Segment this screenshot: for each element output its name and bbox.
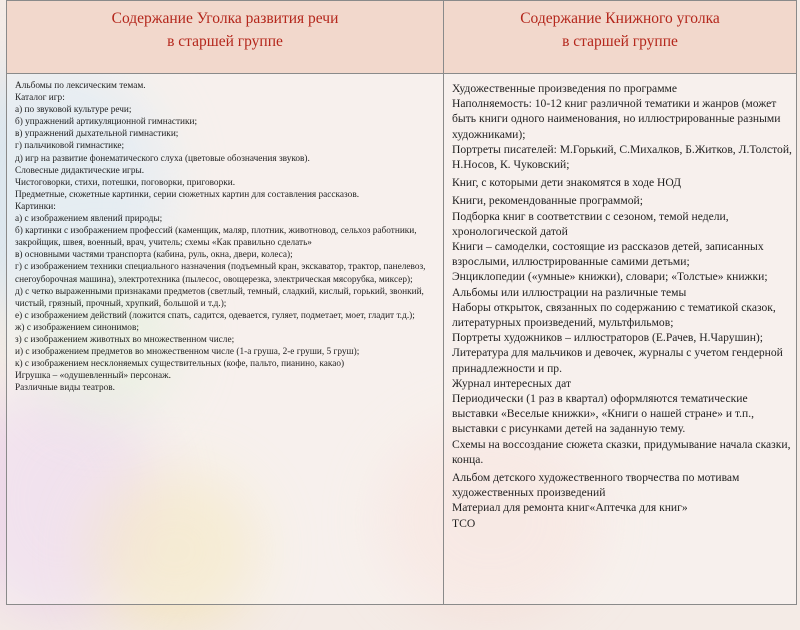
list-item: Портреты художников – иллюстраторов (Е.Рачев, Н.Чарушин); — [452, 331, 764, 345]
list-item: Альбомы по лексическим темам. — [15, 81, 146, 91]
list-item: Предметные, сюжетные картинки, серии сюжетных картин для составления рассказов. — [15, 189, 360, 200]
list-item: к) с изображением несклоняемых существительных (кофе, пальто, пианино, какао) — [15, 359, 345, 370]
list-item: д) с четко выраженными признаками предметов (светлый, темный, сладкий, кислый, горький, звонкий, чистый, грязный, прочный, хрупкий, большой и т.д.); — [15, 286, 424, 309]
speech-corner-content — [7, 74, 444, 605]
list-item: Литература для мальчиков и девочек, журналы с учетом гендерной принадлежности и пр. — [452, 346, 783, 375]
list-item: ж) с изображением синонимов; — [15, 322, 139, 333]
list-item: Наборы открыток, связанных по содержанию с тематикой сказок, литературных произведений, мультфильмов; — [452, 300, 776, 330]
list-item: Книги, рекомендованные программой; — [452, 194, 643, 208]
book-corner-list — [452, 81, 792, 531]
list-item: Периодически (1 раз в квартал) оформляются тематические выставки «Веселые книжки», «Книги о нашей стране» и т.п., выставки с рисунками детей на заданную тему. — [452, 392, 755, 436]
list-item: Каталог игр: — [15, 93, 65, 104]
content-table — [6, 0, 797, 605]
list-item: Художественные произведения по программе — [452, 82, 678, 95]
list-item: Портреты писателей: М.Горький, С.Михалков, Б.Житков, Л.Толстой, Н.Носов, К. Чуковский; — [452, 142, 792, 172]
list-item: Альбом детского художественного творчества по мотивам художественных произведений — [452, 471, 740, 500]
left-column-header — [7, 1, 444, 74]
right-column-header — [444, 1, 797, 74]
list-item: Картинки: — [15, 201, 56, 212]
right-header-line1: Содержание Книжного уголка — [520, 10, 720, 27]
list-item: Альбомы или иллюстрации на различные темы — [452, 285, 687, 299]
list-item: в) основными частями транспорта (кабина, руль, окна, двери, колеса); — [15, 250, 293, 261]
list-item: а) с изображением явлений природы; — [15, 214, 163, 225]
book-corner-content — [444, 74, 797, 605]
list-item: Книг, с которыми дети знакомятся в ходе НОД — [452, 176, 682, 190]
list-item: Материал для ремонта книг«Аптечка для книг» — [452, 501, 688, 515]
left-header-line1: Содержание Уголка развития речи — [111, 10, 339, 27]
content-row — [7, 74, 797, 605]
list-item: Различные виды театров. — [15, 383, 115, 394]
list-item: Словесные дидактические игры. — [15, 165, 145, 176]
list-item: и) с изображением предметов во множественном числе (1-а груша, 2-е груши, 5 груш); — [15, 347, 360, 358]
list-item: Чистоговорки, стихи, потешки, поговорки, приговорки. — [15, 177, 236, 188]
list-item: б) упражнений артикуляционной гимнастики; — [15, 117, 198, 128]
list-item: в) упражнений дыхательной гимнастики; — [15, 129, 179, 140]
list-item: г) пальчиковой гимнастике; — [15, 141, 125, 152]
list-item: Игрушка – «одушевленный» персонаж. — [15, 371, 171, 382]
list-item: Подборка книг в соответствии с сезоном, темой недели, хронологической датой — [452, 209, 729, 238]
list-item: е) с изображением действий (ложится спать, садится, одевается, гуляет, подметает, моет, гладит т.д.); — [15, 310, 415, 321]
speech-corner-list — [15, 80, 439, 394]
list-item: Энциклопедии («умные» книжки), словари; «Толстые» книжки; — [452, 270, 768, 284]
list-item: Книги – самоделки, состоящие из рассказов детей, записанных взрослыми, иллюстрированные самими детьми; — [452, 240, 764, 269]
list-item: а) по звуковой культуре речи; — [15, 105, 132, 116]
list-item: Наполняемость: 10-12 книг различной тематики и жанров (может быть книги одного наименования, но иллюстрированные разными художниками); — [452, 97, 781, 141]
list-item: б) картинки с изображением профессий (каменщик, маляр, плотник, животновод, сельхоз работники, закройщик, швея, военный, врач, учитель; схемы «Как правильно сделать» — [15, 226, 417, 249]
right-header-line2: в старшей группе — [562, 33, 678, 50]
header-row — [7, 1, 797, 74]
list-item: Схемы на воссоздание сюжета сказки, придумывание начала сказки, конца. — [452, 437, 791, 466]
list-item: з) с изображением животных во множественном числе; — [15, 334, 235, 345]
list-item: Журнал интересных дат — [452, 376, 572, 390]
left-header-line2: в старшей группе — [167, 33, 283, 50]
list-item: ТСО — [452, 516, 476, 530]
list-item: д) игр на развитие фонематического слуха (цветовые обозначения звуков). — [15, 153, 310, 164]
list-item: г) с изображением техники специального назначения (подъемный кран, экскаватор, трактор, панелевоз, снегоуборочная машина), электротехника (пылесос, овощерезка, электрическая мясорубка, миксер); — [15, 262, 426, 285]
